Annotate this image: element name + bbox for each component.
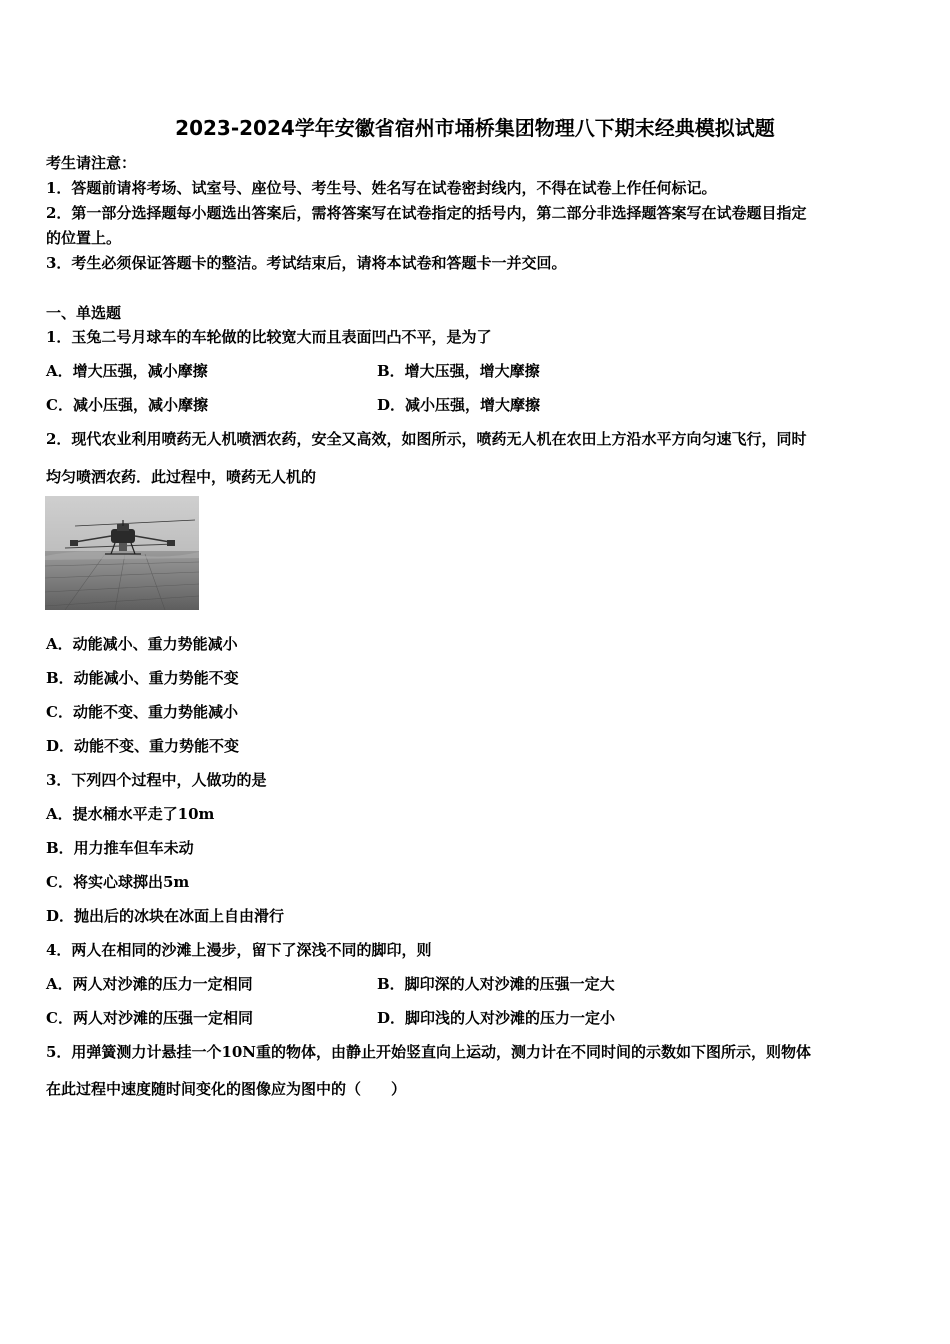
q5-stem-line2: 在此过程中速度随时间变化的图像应为图中的（ ） [46,1080,407,1098]
notice-item-2: 2．第一部分选择题每小题选出答案后，需将答案写在试卷指定的括号内，第二部分非选择题答案写在试卷题目指定 [46,204,807,222]
q2-option-c: C．动能不变、重力势能减小 [46,703,238,721]
q2-option-a: A．动能减小、重力势能减小 [46,635,238,653]
drone-spraying-photo [45,496,199,610]
q2-option-d: D．动能不变、重力势能不变 [46,737,240,755]
q1-stem: 1．玉兔二号月球车的车轮做的比较宽大而且表面凹凸不平，是为了 [46,328,492,346]
q3-stem: 3．下列四个过程中，人做功的是 [46,771,267,789]
q1-option-b: B．增大压强，增大摩擦 [377,362,540,380]
q4-option-a: A．两人对沙滩的压力一定相同 [46,975,253,993]
section-heading: 一、单选题 [46,304,122,322]
q1-option-c: C．减小压强，减小摩擦 [46,396,208,414]
q4-stem: 4．两人在相同的沙滩上漫步，留下了深浅不同的脚印，则 [46,941,432,959]
q3-option-c: C．将实心球掷出5m [46,873,190,891]
q3-option-d: D．抛出后的冰块在冰面上自由滑行 [46,907,285,925]
q3-option-b: B．用力推车但车未动 [46,839,194,857]
q4-option-c: C．两人对沙滩的压强一定相同 [46,1009,253,1027]
q4-option-d: D．脚印浅的人对沙滩的压力一定小 [377,1009,616,1027]
notice-heading: 考生请注意： [46,154,137,172]
q2-stem-line1: 2．现代农业利用喷药无人机喷洒农药，安全又高效，如图所示，喷药无人机在农田上方沿水平方向匀速飞行，同时 [46,430,807,448]
q3-option-a: A．提水桶水平走了10m [46,805,215,823]
notice-item-3: 3．考生必须保证答题卡的整洁。考试结束后，请将本试卷和答题卡一并交回。 [46,254,567,272]
notice-item-1: 1．答题前请将考场、试室号、座位号、考生号、姓名写在试卷密封线内，不得在试卷上作任何标记。 [46,179,717,197]
page-title: 2023-2024学年安徽省宿州市埇桥集团物理八下期末经典模拟试题 [175,116,775,140]
q1-option-a: A．增大压强，减小摩擦 [46,362,208,380]
notice-item-2-cont: 的位置上。 [46,229,122,247]
q5-stem-line1: 5．用弹簧测力计悬挂一个10N重的物体，由静止开始竖直向上运动，测力计在不同时间的示数如下图所示，则物体 [46,1043,812,1061]
q2-option-b: B．动能减小、重力势能不变 [46,669,239,687]
q1-option-d: D．减小压强，增大摩擦 [377,396,541,414]
q2-stem-line2: 均匀喷洒农药．此过程中，喷药无人机的 [46,468,317,486]
q4-option-b: B．脚印深的人对沙滩的压强一定大 [377,975,615,993]
